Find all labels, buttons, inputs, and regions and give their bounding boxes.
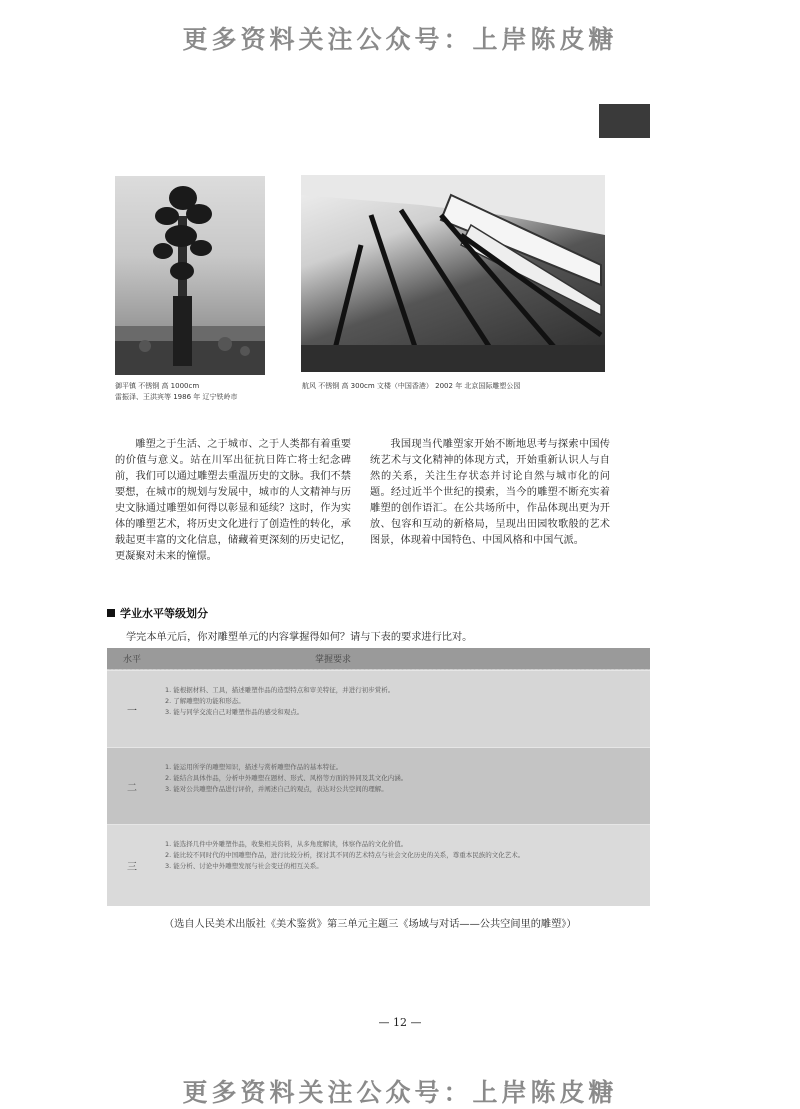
square-bullet-icon (107, 609, 115, 617)
table-row-item: 1. 能运用所学的雕塑知识，描述与赏析雕塑作品的基本特征。 (165, 763, 343, 771)
table-row (107, 670, 650, 747)
page-number: — 12 — (378, 1016, 422, 1029)
wind-sculpture-illustration (301, 175, 605, 372)
table-row-item: 2. 了解雕塑的功能和形态。 (165, 697, 245, 705)
table-header-level: 水平 (123, 655, 142, 665)
section-heading (107, 605, 208, 621)
section-intro: 学完本单元后，你对雕塑单元的内容掌握得如何？请与下表的要求进行比对。 (126, 632, 473, 643)
table-row-level: 二 (127, 782, 137, 794)
table-header (107, 648, 650, 669)
sculpture-photo-wind (301, 175, 605, 372)
sculpture-photo-tree (115, 176, 265, 375)
table-row-item: 1. 能根据材料、工具，描述雕塑作品的造型特点和审美特征，并进行初步赏析。 (165, 686, 395, 694)
watermark-bottom: 更多资料关注公众号：上岸陈皮糖 (182, 1078, 618, 1107)
corner-tab-marker (599, 104, 650, 138)
caption-left-line2: 雷振泽、王洪宾等 1986 年 辽宁铁岭市 (115, 393, 238, 401)
section-heading-text: 学业水平等级划分 (120, 607, 208, 620)
caption-left-line1: 御平镇 不锈钢 高 1000cm (115, 382, 200, 390)
table-row-item: 3. 能对公共雕塑作品进行评价，并阐述自己的观点，表达对公共空间的理解。 (165, 785, 388, 793)
table-row (107, 824, 650, 906)
table-row-item: 2. 能比较不同时代的中国雕塑作品，进行比较分析，探讨其不同的艺术特点与社会文化历史的关系，尊重本民族的文化艺术。 (165, 851, 525, 859)
table-row-item: 1. 能选择几件中外雕塑作品，收集相关资料，从多角度解读，体察作品的文化价值。 (165, 840, 408, 848)
level-table (107, 648, 650, 905)
table-header-requirements: 掌握要求 (315, 655, 352, 665)
photo-caption-left (115, 381, 238, 403)
table-row-item: 2. 能结合具体作品，分析中外雕塑在题材、形式、风格等方面的异同及其文化内涵。 (165, 774, 408, 782)
source-citation: （选自人民美术出版社《美术鉴赏》第三单元主题三《场域与对话——公共空间里的雕塑》） (164, 919, 577, 930)
table-row (107, 747, 650, 824)
body-paragraph-right: 我国现当代雕塑家开始不断地思考与探索中国传统艺术与文化精神的体现方式，开始重新认识人与自然的关系，关注生存状态并讨论自然与城市化的问题。经过近半个世纪的摸索，当今的雕塑不断充实着雕塑的创作语汇。在公共场所中，作品体现出更为开放、包容和互动的新格局，呈现出田园牧歌般的艺术图景，体现着中国特色、中国风格和中国气派。 (370, 439, 610, 546)
tree-sculpture-illustration (115, 176, 265, 375)
watermark-top: 更多资料关注公众号：上岸陈皮糖 (182, 25, 618, 54)
table-row-item: 3. 能分析、讨论中外雕塑发展与社会变迁的相互关系。 (165, 862, 323, 870)
table-row-level: 三 (127, 862, 137, 873)
body-paragraph-left: 雕塑之于生活、之于城市、之于人类都有着重要的价值与意义。站在川军出征抗日阵亡将士纪念碑前，我们可以通过雕塑去重温历史的文脉。我们不禁要想，在城市的规划与发展中，城市的人文精神与历史文脉通过雕塑如何得以彰显和延续？这时，作为实体的雕塑艺术，将历史文化进行了创造性的转化，承载起更丰富的文化信息，储藏着更深刻的历史记忆，更凝聚对未来的憧憬。 (115, 439, 351, 562)
photo-caption-right: 航风 不锈钢 高 300cm 文楼（中国香港） 2002 年 北京国际雕塑公园 (302, 382, 521, 390)
table-row-level: 一 (127, 705, 137, 717)
table-row-item: 3. 能与同学交流自己对雕塑作品的感受和观点。 (165, 708, 304, 716)
